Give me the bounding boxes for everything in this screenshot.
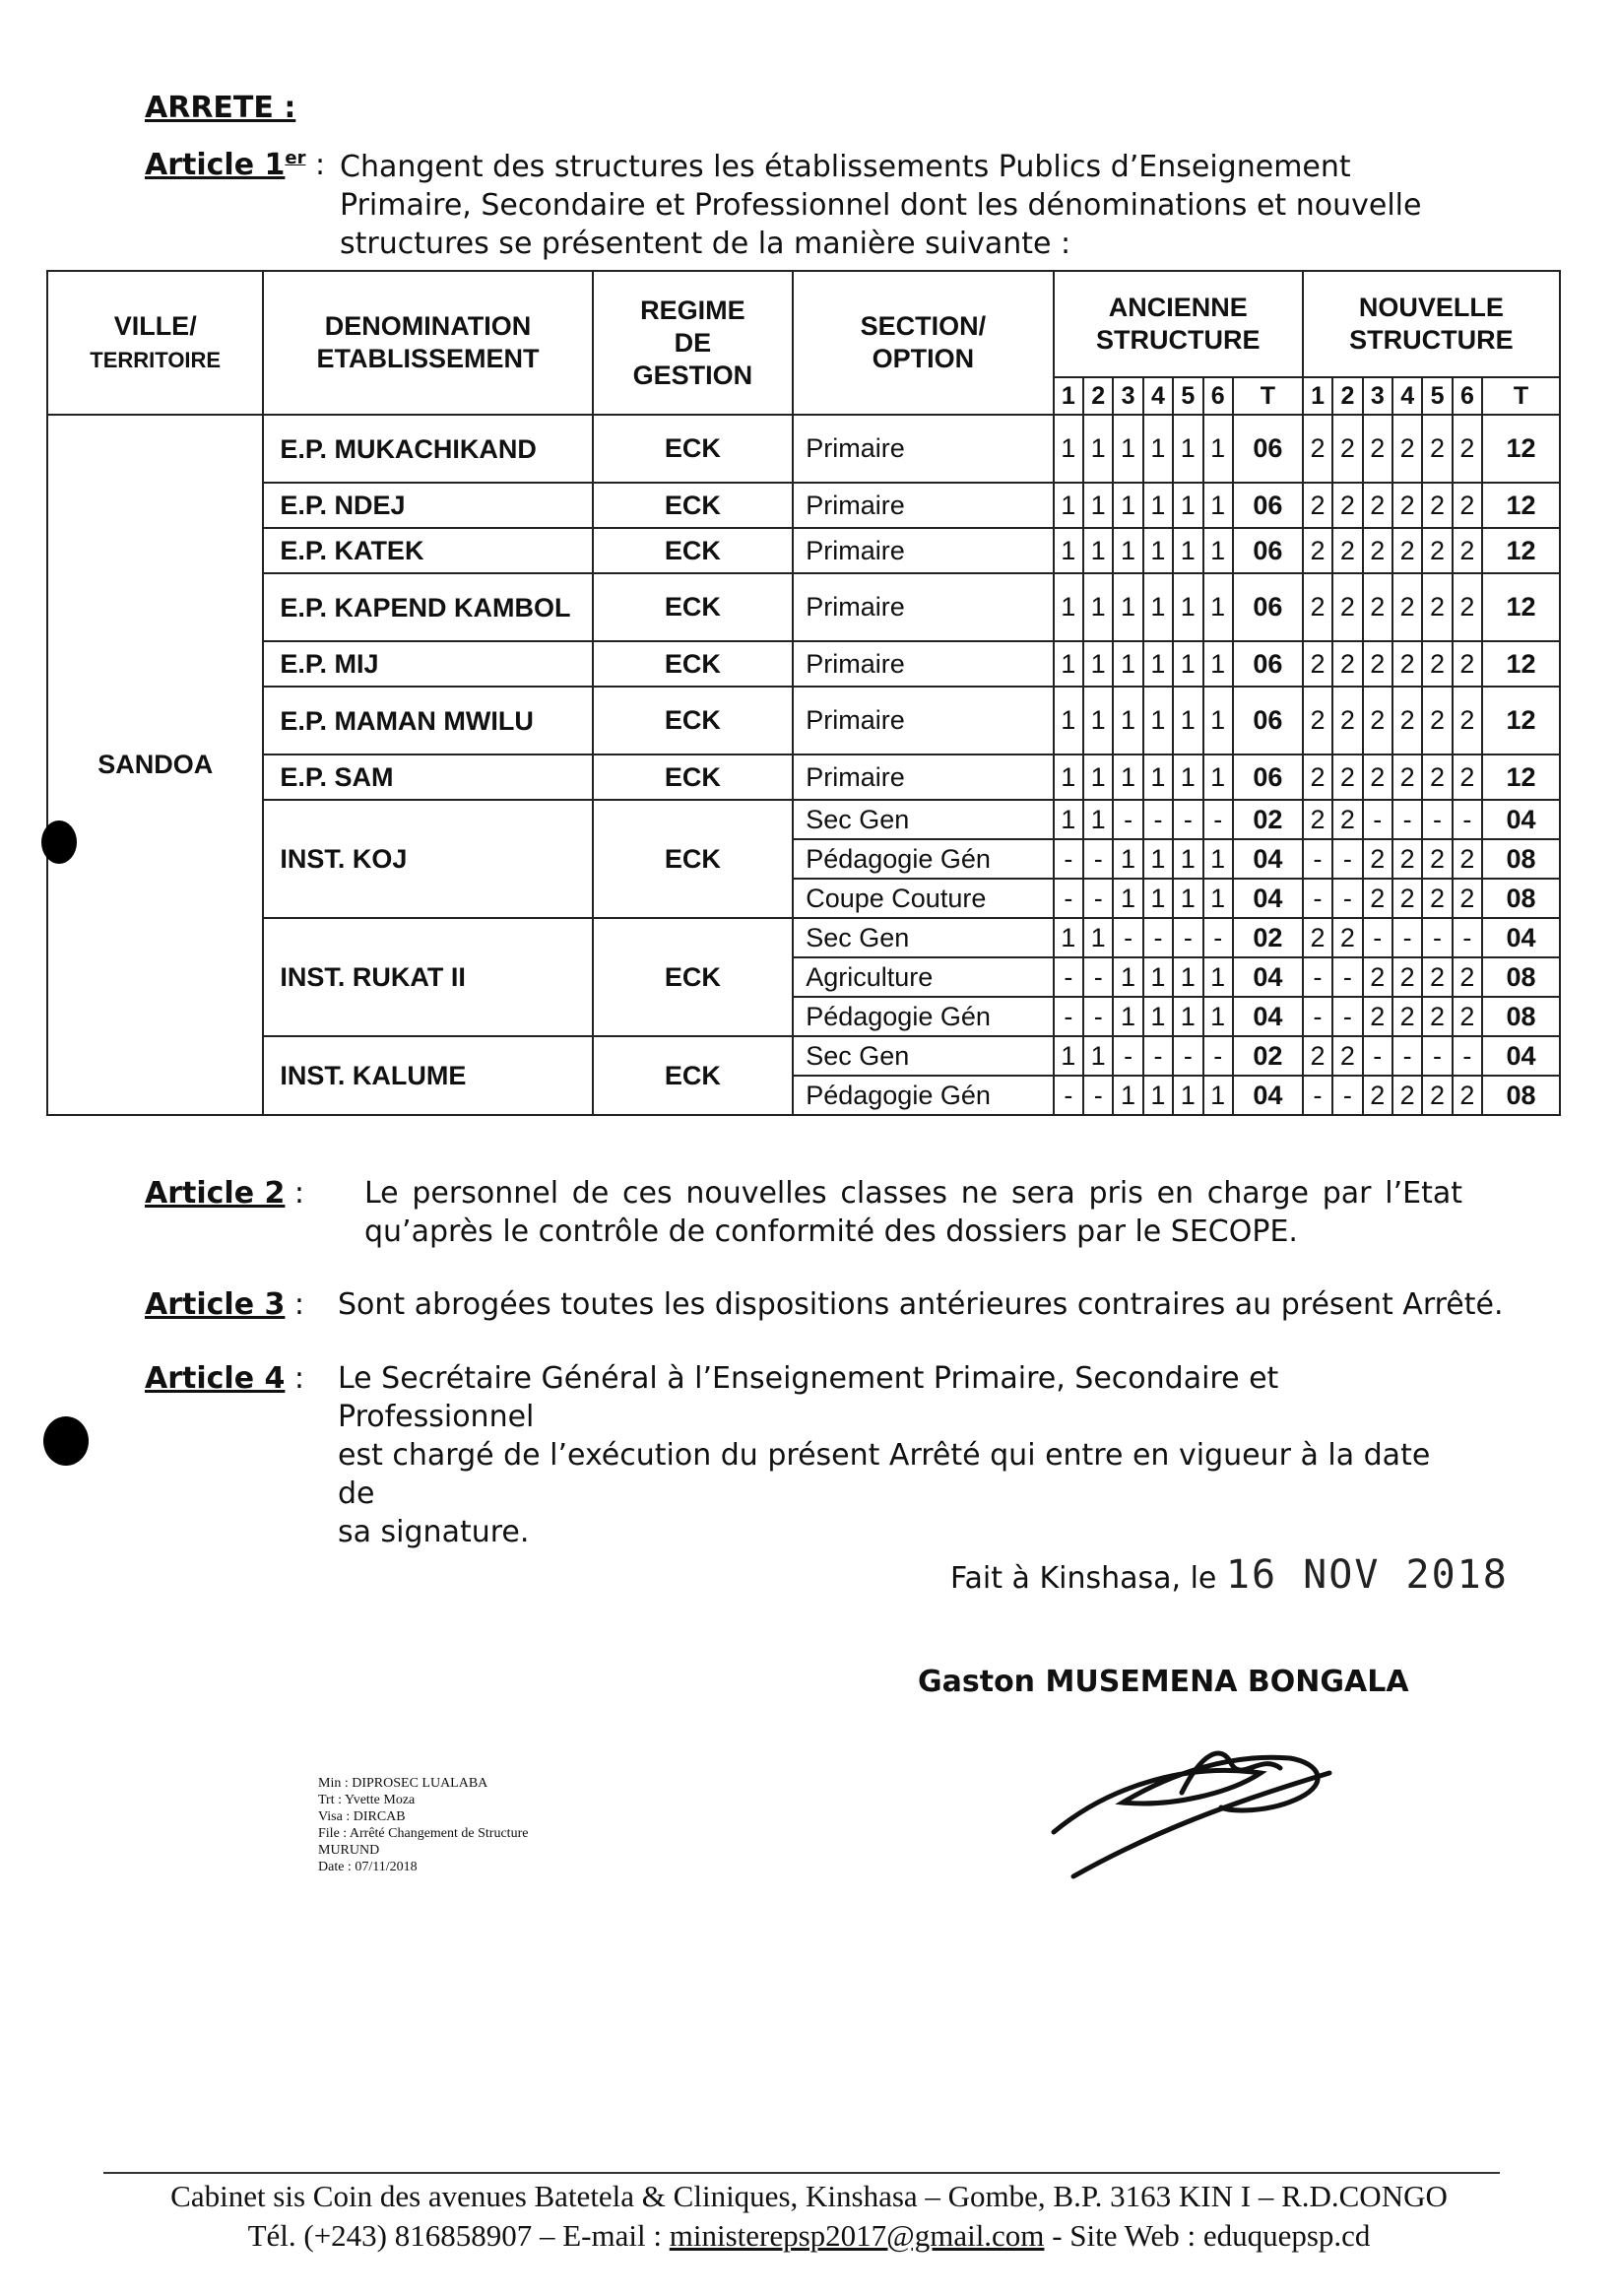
section-cell: Pédagogie Gén xyxy=(793,839,1053,879)
ancienne-value-cell: 1 xyxy=(1173,415,1202,483)
ancienne-value-cell: 02 xyxy=(1233,1036,1303,1076)
nouvelle-value-cell: 08 xyxy=(1482,957,1560,997)
ancienne-col-1: 1 xyxy=(1054,377,1083,415)
nouvelle-value-cell: 08 xyxy=(1482,879,1560,918)
ancienne-value-cell: 1 xyxy=(1143,483,1173,528)
nouvelle-value-cell: - xyxy=(1453,918,1482,957)
ancienne-value-cell: 06 xyxy=(1233,754,1303,800)
nouvelle-value-cell: 12 xyxy=(1482,415,1560,483)
ancienne-value-cell: 1 xyxy=(1203,957,1233,997)
nouvelle-value-cell: 2 xyxy=(1453,483,1482,528)
punch-hole-mark xyxy=(43,1416,89,1466)
nouvelle-value-cell: 2 xyxy=(1363,528,1392,573)
nouvelle-value-cell: - xyxy=(1392,918,1422,957)
ancienne-value-cell: 1 xyxy=(1083,415,1113,483)
establishment-name: E.P. MUKACHIKAND xyxy=(263,415,592,483)
nouvelle-col-T: T xyxy=(1482,377,1560,415)
nouvelle-value-cell: 2 xyxy=(1303,573,1332,641)
ancienne-value-cell: - xyxy=(1203,800,1233,839)
article-2-text: Le personnel de ces nouvelles classes ne sera pris en charge par l’Etat qu’après le contrôle de conformité des dossiers par le SECOPE. xyxy=(364,1176,1462,1249)
nouvelle-col-1: 1 xyxy=(1303,377,1332,415)
section-cell: Sec Gen xyxy=(793,1036,1053,1076)
ancienne-value-cell: 1 xyxy=(1143,573,1173,641)
ancienne-value-cell: 1 xyxy=(1113,957,1142,997)
nouvelle-value-cell: 2 xyxy=(1422,483,1452,528)
table-row xyxy=(47,528,1560,573)
table-row xyxy=(47,687,1560,754)
ancienne-value-cell: 1 xyxy=(1143,641,1173,687)
nouvelle-value-cell: 2 xyxy=(1303,1036,1332,1076)
ancienne-col-3: 3 xyxy=(1113,377,1142,415)
nouvelle-value-cell: 2 xyxy=(1422,1076,1452,1115)
ancienne-value-cell: 1 xyxy=(1143,957,1173,997)
section-cell: Primaire xyxy=(793,483,1053,528)
nouvelle-value-cell: 2 xyxy=(1392,415,1422,483)
ancienne-value-cell: - xyxy=(1143,1036,1173,1076)
establishment-name: E.P. KAPEND KAMBOL xyxy=(263,573,592,641)
nouvelle-value-cell: - xyxy=(1303,997,1332,1036)
nouvelle-value-cell: 2 xyxy=(1453,879,1482,918)
ancienne-value-cell: 1 xyxy=(1203,754,1233,800)
section-cell: Primaire xyxy=(793,528,1053,573)
nouvelle-value-cell: 2 xyxy=(1392,573,1422,641)
col-section-header: SECTION/ OPTION xyxy=(793,271,1053,415)
nouvelle-value-cell: 2 xyxy=(1453,957,1482,997)
ancienne-value-cell: 1 xyxy=(1203,879,1233,918)
nouvelle-value-cell: 12 xyxy=(1482,573,1560,641)
section-cell: Agriculture xyxy=(793,957,1053,997)
ancienne-col-6: 6 xyxy=(1203,377,1233,415)
ancienne-value-cell: 1 xyxy=(1173,997,1202,1036)
nouvelle-value-cell: 12 xyxy=(1482,687,1560,754)
ancienne-value-cell: 1 xyxy=(1113,754,1142,800)
ancienne-value-cell: 1 xyxy=(1083,687,1113,754)
article-3: Article 3 : xyxy=(145,1287,305,1322)
ancienne-value-cell: 1 xyxy=(1113,573,1142,641)
col-ville-header: VILLE/ TERRITOIRE xyxy=(47,271,263,415)
ancienne-value-cell: 04 xyxy=(1233,839,1303,879)
nouvelle-col-6: 6 xyxy=(1453,377,1482,415)
nouvelle-value-cell: - xyxy=(1363,1036,1392,1076)
nouvelle-value-cell: 2 xyxy=(1422,528,1452,573)
ancienne-value-cell: 1 xyxy=(1143,528,1173,573)
nouvelle-value-cell: 2 xyxy=(1453,641,1482,687)
ancienne-value-cell: - xyxy=(1054,957,1083,997)
ancienne-value-cell: 1 xyxy=(1113,641,1142,687)
footer-address: Cabinet sis Coin des avenues Batetela & Cliniques, Kinshasa – Gombe, B.P. 3163 KIN I – R.D.CONGO xyxy=(170,2179,1448,2213)
nouvelle-value-cell: 2 xyxy=(1392,687,1422,754)
regime-cell: ECK xyxy=(593,1036,794,1115)
nouvelle-value-cell: 2 xyxy=(1332,754,1362,800)
nouvelle-value-cell: 2 xyxy=(1363,483,1392,528)
ancienne-value-cell: - xyxy=(1113,1036,1142,1076)
ville-cell: SANDOA xyxy=(47,415,263,1115)
nouvelle-value-cell: 2 xyxy=(1303,415,1332,483)
ancienne-value-cell: 1 xyxy=(1113,483,1142,528)
establishment-name: INST. KALUME xyxy=(263,1036,592,1115)
nouvelle-value-cell: 2 xyxy=(1453,754,1482,800)
nouvelle-value-cell: - xyxy=(1303,1076,1332,1115)
nouvelle-value-cell: 2 xyxy=(1332,573,1362,641)
nouvelle-value-cell: 2 xyxy=(1303,641,1332,687)
ancienne-value-cell: 02 xyxy=(1233,800,1303,839)
ancienne-value-cell: 1 xyxy=(1083,483,1113,528)
col-denomination-header: DENOMINATION ETABLISSEMENT xyxy=(263,271,592,415)
ancienne-value-cell: - xyxy=(1113,918,1142,957)
ancienne-value-cell: 1 xyxy=(1113,415,1142,483)
nouvelle-value-cell: 12 xyxy=(1482,528,1560,573)
ancienne-value-cell: - xyxy=(1083,879,1113,918)
nouvelle-value-cell: 2 xyxy=(1422,687,1452,754)
nouvelle-value-cell: - xyxy=(1363,800,1392,839)
nouvelle-value-cell: 04 xyxy=(1482,800,1560,839)
ancienne-value-cell: 1 xyxy=(1173,483,1202,528)
col-nouvelle-header: NOUVELLE STRUCTURE xyxy=(1303,271,1560,377)
regime-cell: ECK xyxy=(593,641,794,687)
nouvelle-value-cell: 2 xyxy=(1363,879,1392,918)
nouvelle-value-cell: 08 xyxy=(1482,839,1560,879)
footer-rule xyxy=(103,2172,1500,2174)
ancienne-value-cell: 1 xyxy=(1113,839,1142,879)
regime-cell: ECK xyxy=(593,573,794,641)
ancienne-value-cell: 1 xyxy=(1173,957,1202,997)
table-row xyxy=(47,483,1560,528)
ancienne-value-cell: 1 xyxy=(1203,687,1233,754)
nouvelle-value-cell: 2 xyxy=(1363,997,1392,1036)
ancienne-value-cell: 1 xyxy=(1083,918,1113,957)
nouvelle-value-cell: 12 xyxy=(1482,483,1560,528)
nouvelle-value-cell: 2 xyxy=(1453,415,1482,483)
table-row xyxy=(47,1036,1560,1076)
ancienne-value-cell: - xyxy=(1054,1076,1083,1115)
ancienne-value-cell: 1 xyxy=(1203,641,1233,687)
section-cell: Primaire xyxy=(793,754,1053,800)
nouvelle-value-cell: - xyxy=(1332,879,1362,918)
ancienne-value-cell: 1 xyxy=(1203,1076,1233,1115)
establishment-name: E.P. SAM xyxy=(263,754,592,800)
nouvelle-value-cell: 2 xyxy=(1392,839,1422,879)
nouvelle-value-cell: 2 xyxy=(1332,641,1362,687)
ancienne-value-cell: - xyxy=(1173,918,1202,957)
nouvelle-value-cell: 2 xyxy=(1303,483,1332,528)
ancienne-col-2: 2 xyxy=(1083,377,1113,415)
ancienne-value-cell: 1 xyxy=(1173,687,1202,754)
nouvelle-value-cell: 2 xyxy=(1332,800,1362,839)
nouvelle-value-cell: - xyxy=(1453,1036,1482,1076)
table-row xyxy=(47,754,1560,800)
table-row xyxy=(47,415,1560,483)
ancienne-value-cell: 1 xyxy=(1203,483,1233,528)
nouvelle-value-cell: 2 xyxy=(1363,641,1392,687)
nouvelle-value-cell: 08 xyxy=(1482,1076,1560,1115)
section-cell: Sec Gen xyxy=(793,918,1053,957)
ancienne-value-cell: 1 xyxy=(1054,800,1083,839)
ancienne-value-cell: 1 xyxy=(1083,528,1113,573)
ancienne-col-5: 5 xyxy=(1173,377,1202,415)
ancienne-value-cell: - xyxy=(1054,879,1083,918)
section-cell: Primaire xyxy=(793,641,1053,687)
ancienne-value-cell: 1 xyxy=(1054,573,1083,641)
ancienne-value-cell: 06 xyxy=(1233,528,1303,573)
nouvelle-value-cell: 2 xyxy=(1332,483,1362,528)
ancienne-value-cell: 1 xyxy=(1143,415,1173,483)
nouvelle-value-cell: 2 xyxy=(1392,754,1422,800)
nouvelle-value-cell: 2 xyxy=(1453,1076,1482,1115)
establishment-name: INST. RUKAT II xyxy=(263,918,592,1036)
nouvelle-value-cell: 2 xyxy=(1422,957,1452,997)
ancienne-value-cell: 04 xyxy=(1233,1076,1303,1115)
nouvelle-value-cell: 2 xyxy=(1363,573,1392,641)
nouvelle-col-4: 4 xyxy=(1392,377,1422,415)
nouvelle-value-cell: 2 xyxy=(1332,1036,1362,1076)
ancienne-value-cell: 04 xyxy=(1233,997,1303,1036)
nouvelle-value-cell: - xyxy=(1303,879,1332,918)
ancienne-value-cell: 1 xyxy=(1173,1076,1202,1115)
nouvelle-value-cell: - xyxy=(1422,1036,1452,1076)
ancienne-value-cell: 1 xyxy=(1054,918,1083,957)
place-and-date: Fait à Kinshasa, le 16 NOV 2018 xyxy=(950,1552,1509,1598)
establishment-name: E.P. MAMAN MWILU xyxy=(263,687,592,754)
ancienne-value-cell: - xyxy=(1203,918,1233,957)
nouvelle-value-cell: 2 xyxy=(1453,528,1482,573)
nouvelle-value-cell: 2 xyxy=(1332,528,1362,573)
ancienne-value-cell: - xyxy=(1173,1036,1202,1076)
table-row xyxy=(47,573,1560,641)
nouvelle-value-cell: 2 xyxy=(1422,754,1452,800)
ancienne-value-cell: 1 xyxy=(1054,754,1083,800)
nouvelle-value-cell: 2 xyxy=(1332,415,1362,483)
regime-cell: ECK xyxy=(593,754,794,800)
regime-cell: ECK xyxy=(593,687,794,754)
ancienne-value-cell: 1 xyxy=(1203,997,1233,1036)
ancienne-value-cell: 1 xyxy=(1143,687,1173,754)
ancienne-value-cell: 1 xyxy=(1203,573,1233,641)
nouvelle-value-cell: 2 xyxy=(1422,573,1452,641)
ancienne-value-cell: 1 xyxy=(1113,687,1142,754)
nouvelle-value-cell: 2 xyxy=(1422,839,1452,879)
ancienne-value-cell: 06 xyxy=(1233,483,1303,528)
article-1-label: Article 1er : xyxy=(145,148,326,182)
regime-cell: ECK xyxy=(593,800,794,918)
structure-table xyxy=(46,270,1561,1116)
table-row xyxy=(47,641,1560,687)
section-cell: Coupe Couture xyxy=(793,879,1053,918)
regime-cell: ECK xyxy=(593,483,794,528)
ancienne-value-cell: 06 xyxy=(1233,415,1303,483)
nouvelle-value-cell: 2 xyxy=(1453,997,1482,1036)
nouvelle-value-cell: 2 xyxy=(1363,839,1392,879)
nouvelle-value-cell: - xyxy=(1453,800,1482,839)
ancienne-value-cell: 06 xyxy=(1233,573,1303,641)
article-2: Article 2 : xyxy=(145,1176,305,1211)
nouvelle-value-cell: 2 xyxy=(1422,879,1452,918)
ancienne-value-cell: 1 xyxy=(1054,687,1083,754)
ancienne-value-cell: 1 xyxy=(1083,800,1113,839)
ancienne-value-cell: 1 xyxy=(1173,528,1202,573)
nouvelle-value-cell: 04 xyxy=(1482,1036,1560,1076)
ancienne-value-cell: 1 xyxy=(1083,641,1113,687)
nouvelle-value-cell: 2 xyxy=(1453,839,1482,879)
ancienne-value-cell: 1 xyxy=(1173,641,1202,687)
footer-contacts: Tél. (+243) 816858907 – E-mail : ministerepsp2017@gmail.com - Site Web : eduquepsp.cd xyxy=(247,2218,1371,2253)
punch-hole-mark xyxy=(41,820,77,864)
ancienne-value-cell: - xyxy=(1143,918,1173,957)
section-cell: Primaire xyxy=(793,415,1053,483)
date-stamp: 16 NOV 2018 xyxy=(1225,1552,1509,1598)
ancienne-value-cell: 04 xyxy=(1233,879,1303,918)
ancienne-value-cell: 1 xyxy=(1113,1076,1142,1115)
ancienne-value-cell: 1 xyxy=(1173,573,1202,641)
ancienne-value-cell: 1 xyxy=(1203,839,1233,879)
ancienne-value-cell: - xyxy=(1173,800,1202,839)
nouvelle-value-cell: 2 xyxy=(1303,918,1332,957)
nouvelle-value-cell: - xyxy=(1363,918,1392,957)
nouvelle-value-cell: 2 xyxy=(1392,641,1422,687)
ancienne-value-cell: 1 xyxy=(1143,879,1173,918)
ancienne-value-cell: 1 xyxy=(1143,1076,1173,1115)
nouvelle-value-cell: 12 xyxy=(1482,641,1560,687)
col-ancienne-header: ANCIENNE STRUCTURE xyxy=(1054,271,1303,377)
ancienne-value-cell: 1 xyxy=(1113,528,1142,573)
section-cell: Sec Gen xyxy=(793,800,1053,839)
article-4: Article 4 : xyxy=(145,1361,305,1396)
nouvelle-value-cell: 2 xyxy=(1392,483,1422,528)
nouvelle-value-cell: 2 xyxy=(1363,687,1392,754)
nouvelle-value-cell: 2 xyxy=(1392,528,1422,573)
signatory-name: Gaston MUSEMENA BONGALA xyxy=(918,1665,1409,1699)
decree-heading: ARRETE : xyxy=(145,91,296,125)
ancienne-value-cell: 1 xyxy=(1173,754,1202,800)
establishment-name: E.P. KATEK xyxy=(263,528,592,573)
establishment-name: E.P. MIJ xyxy=(263,641,592,687)
ancienne-value-cell: 1 xyxy=(1054,1036,1083,1076)
regime-cell: ECK xyxy=(593,415,794,483)
table-row xyxy=(47,800,1560,839)
ancienne-value-cell: 04 xyxy=(1233,957,1303,997)
ancienne-value-cell: 06 xyxy=(1233,641,1303,687)
ancienne-value-cell: - xyxy=(1054,997,1083,1036)
nouvelle-value-cell: 2 xyxy=(1363,957,1392,997)
nouvelle-value-cell: 2 xyxy=(1363,415,1392,483)
ancienne-value-cell: 1 xyxy=(1083,754,1113,800)
ancienne-value-cell: 1 xyxy=(1054,415,1083,483)
regime-cell: ECK xyxy=(593,528,794,573)
nouvelle-value-cell: 2 xyxy=(1392,957,1422,997)
ancienne-value-cell: 1 xyxy=(1203,528,1233,573)
nouvelle-value-cell: 2 xyxy=(1303,800,1332,839)
handwritten-signature xyxy=(1034,1714,1369,1891)
regime-cell: ECK xyxy=(593,918,794,1036)
nouvelle-value-cell: 2 xyxy=(1363,1076,1392,1115)
nouvelle-value-cell: - xyxy=(1332,839,1362,879)
nouvelle-value-cell: 2 xyxy=(1332,687,1362,754)
ancienne-value-cell: 1 xyxy=(1054,483,1083,528)
ancienne-value-cell: 1 xyxy=(1113,879,1142,918)
ancienne-value-cell: - xyxy=(1083,957,1113,997)
establishment-name: E.P. NDEJ xyxy=(263,483,592,528)
nouvelle-value-cell: - xyxy=(1303,957,1332,997)
nouvelle-col-2: 2 xyxy=(1332,377,1362,415)
ancienne-value-cell: 1 xyxy=(1143,754,1173,800)
nouvelle-value-cell: - xyxy=(1332,957,1362,997)
ancienne-value-cell: 1 xyxy=(1203,415,1233,483)
ancienne-value-cell: 1 xyxy=(1173,879,1202,918)
nouvelle-value-cell: - xyxy=(1422,800,1452,839)
ancienne-value-cell: - xyxy=(1083,997,1113,1036)
ancienne-value-cell: 06 xyxy=(1233,687,1303,754)
nouvelle-col-5: 5 xyxy=(1422,377,1452,415)
ancienne-value-cell: - xyxy=(1143,800,1173,839)
ancienne-value-cell: 1 xyxy=(1113,997,1142,1036)
nouvelle-value-cell: 2 xyxy=(1422,997,1452,1036)
ancienne-value-cell: 1 xyxy=(1143,997,1173,1036)
ancienne-value-cell: - xyxy=(1054,839,1083,879)
ancienne-value-cell: 1 xyxy=(1054,641,1083,687)
section-cell: Pédagogie Gén xyxy=(793,1076,1053,1115)
nouvelle-value-cell: 12 xyxy=(1482,754,1560,800)
ancienne-value-cell: - xyxy=(1083,1076,1113,1115)
ancienne-value-cell: 1 xyxy=(1054,528,1083,573)
ancienne-value-cell: 1 xyxy=(1143,839,1173,879)
ancienne-value-cell: 1 xyxy=(1083,1036,1113,1076)
nouvelle-value-cell: 2 xyxy=(1453,687,1482,754)
article-3-text: Sont abrogées toutes les dispositions antérieures contraires au présent Arrêté. xyxy=(338,1287,1504,1322)
nouvelle-value-cell: 2 xyxy=(1363,754,1392,800)
ancienne-value-cell: - xyxy=(1203,1036,1233,1076)
nouvelle-value-cell: - xyxy=(1392,1036,1422,1076)
nouvelle-value-cell: 2 xyxy=(1453,573,1482,641)
col-regime-header: REGIME DE GESTION xyxy=(593,271,794,415)
nouvelle-value-cell: 2 xyxy=(1422,415,1452,483)
nouvelle-value-cell: - xyxy=(1422,918,1452,957)
nouvelle-value-cell: 2 xyxy=(1392,879,1422,918)
nouvelle-value-cell: - xyxy=(1392,800,1422,839)
nouvelle-value-cell: 2 xyxy=(1332,918,1362,957)
nouvelle-col-3: 3 xyxy=(1363,377,1392,415)
ancienne-value-cell: 1 xyxy=(1083,573,1113,641)
footer-email: ministerepsp2017@gmail.com xyxy=(669,2218,1045,2253)
table-row xyxy=(47,918,1560,957)
reference-notes: Min : DIPROSEC LUALABA Trt : Yvette Moza Visa : DIRCAB File : Arrêté Changement de Structure MURUND Date : 07/11/2018 xyxy=(318,1776,529,1874)
nouvelle-value-cell: 08 xyxy=(1482,997,1560,1036)
nouvelle-value-cell: - xyxy=(1332,997,1362,1036)
article-4-text: Le Secrétaire Général à l’Enseignement Primaire, Secondaire et Professionnel est chargé de l’exécution du présent Arrêté qui entre en vigueur à la date de sa signature. xyxy=(338,1361,1431,1549)
nouvelle-value-cell: - xyxy=(1332,1076,1362,1115)
nouvelle-value-cell: - xyxy=(1303,839,1332,879)
ancienne-value-cell: 02 xyxy=(1233,918,1303,957)
establishment-name: INST. KOJ xyxy=(263,800,592,918)
ancienne-col-T: T xyxy=(1233,377,1303,415)
nouvelle-value-cell: 2 xyxy=(1303,528,1332,573)
nouvelle-value-cell: 2 xyxy=(1303,754,1332,800)
section-cell: Primaire xyxy=(793,573,1053,641)
nouvelle-value-cell: 2 xyxy=(1422,641,1452,687)
nouvelle-value-cell: 2 xyxy=(1392,997,1422,1036)
ancienne-value-cell: 1 xyxy=(1173,839,1202,879)
article-1-text: Changent des structures les établissements Publics d’Enseignement Primaire, Secondaire et Professionnel dont les dénominations et nouvelle structures se présentent de la manière suivante : xyxy=(340,150,1422,261)
section-cell: Pédagogie Gén xyxy=(793,997,1053,1036)
nouvelle-value-cell: 2 xyxy=(1303,687,1332,754)
ancienne-value-cell: - xyxy=(1083,839,1113,879)
section-cell: Primaire xyxy=(793,687,1053,754)
nouvelle-value-cell: 2 xyxy=(1392,1076,1422,1115)
ancienne-value-cell: - xyxy=(1113,800,1142,839)
nouvelle-value-cell: 04 xyxy=(1482,918,1560,957)
ancienne-col-4: 4 xyxy=(1143,377,1173,415)
